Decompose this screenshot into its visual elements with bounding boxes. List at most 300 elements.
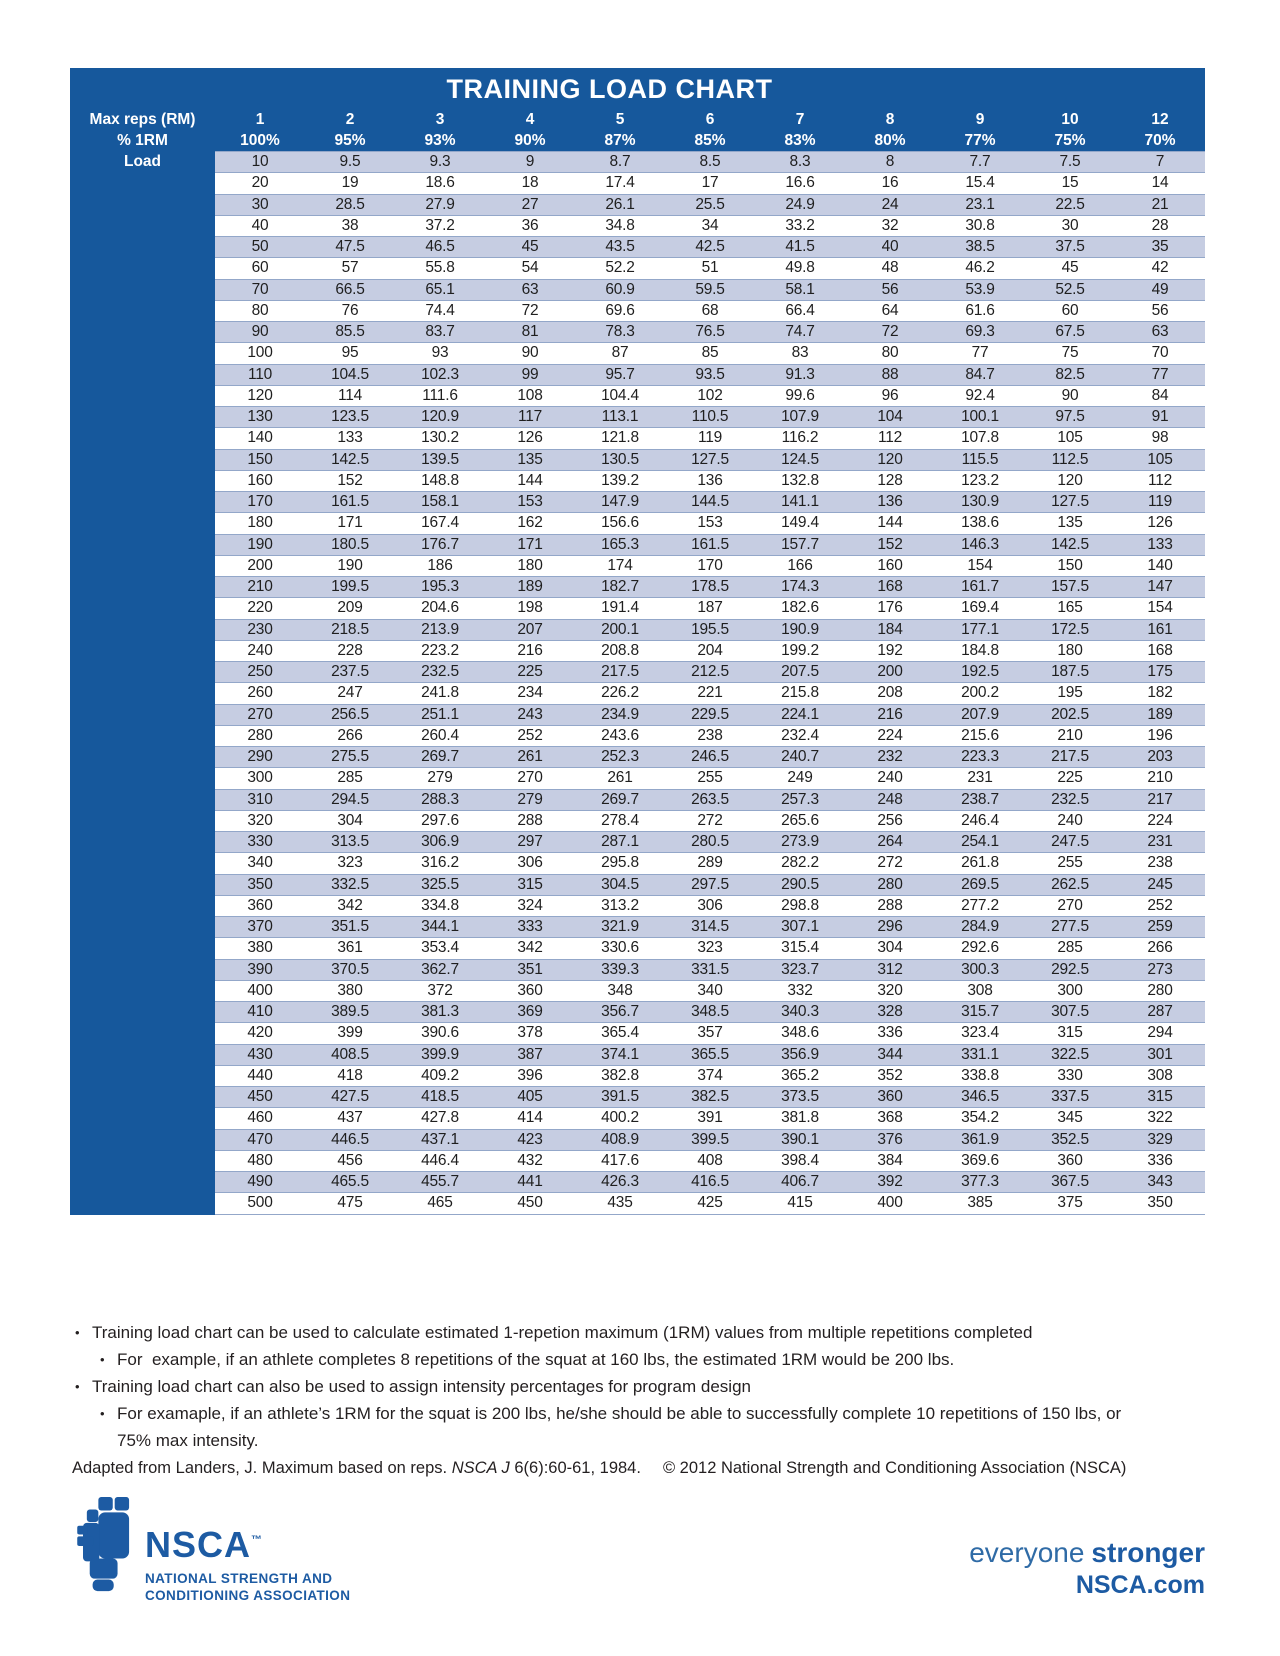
value-cell: 66.4 [785,301,815,319]
load-cell: 270 [247,705,273,723]
value-cell: 16.6 [785,174,815,192]
value-cell: 9.5 [339,153,361,170]
value-cell: 304 [877,939,903,957]
value-cell: 212.5 [691,663,729,680]
value-cell: 171 [517,535,543,553]
value-cell: 285 [1057,939,1083,957]
value-cell: 46.2 [965,259,995,277]
value-cell: 323.4 [961,1024,999,1042]
value-cell: 315.4 [781,939,819,957]
value-cell: 42.5 [695,238,725,255]
load-cell: 20 [251,174,269,192]
value-cell: 176 [877,599,903,617]
load-cell: 380 [247,939,273,957]
value-cell: 255 [697,769,723,787]
value-cell: 154 [967,556,993,574]
value-cell: 182.6 [781,599,819,617]
value-cell: 64 [881,301,899,319]
nsca-logo-mark [76,1497,138,1593]
value-cell: 256.5 [331,705,369,723]
value-cell: 153 [697,514,723,532]
rep-count-header: 2 [345,111,355,128]
value-cell: 144 [517,471,543,489]
value-cell: 38.5 [965,238,995,255]
value-cell: 81 [521,323,539,340]
load-cell: 410 [247,1003,273,1020]
value-cell: 83.7 [425,323,455,340]
load-cell: 80 [251,301,269,319]
value-cell: 85 [701,344,719,362]
value-cell: 102.3 [421,365,459,383]
value-cell: 259 [1147,918,1173,935]
value-cell: 288 [517,811,543,829]
value-cell: 352 [877,1066,903,1084]
value-cell: 144 [877,514,903,532]
value-cell: 369 [517,1003,543,1020]
load-table-body [215,151,1205,1215]
rep-count-header: 1 [255,111,265,128]
value-cell: 360 [1057,1151,1083,1169]
value-cell: 362.7 [421,960,459,978]
value-cell: 195.5 [691,620,729,638]
value-cell: 162 [517,514,543,532]
value-cell: 172.5 [1051,620,1089,638]
value-cell: 95.7 [605,365,635,383]
table-row [215,1086,1205,1107]
value-cell: 104.4 [601,386,639,404]
load-cell: 150 [247,450,273,468]
load-cell: 430 [247,1045,273,1063]
value-cell: 437 [337,1109,363,1127]
value-cell: 275.5 [331,748,369,765]
value-cell: 174 [607,556,633,574]
load-cell: 370 [247,918,273,935]
table-row [215,640,1205,661]
table-row [215,1044,1205,1065]
value-cell: 405 [517,1088,543,1105]
load-cell: 310 [247,790,273,808]
value-cell: 25.5 [695,195,725,213]
value-cell: 224.1 [781,705,819,723]
value-cell: 353.4 [421,939,459,957]
value-cell: 147.9 [601,493,639,510]
table-row [215,1001,1205,1022]
value-cell: 315 [517,875,543,893]
value-cell: 90 [521,344,539,362]
pct-header: 75% [1054,132,1086,149]
load-cell: 230 [247,620,273,638]
reps-header-row [215,109,1205,130]
value-cell: 297 [517,833,543,850]
bullet-icon: • [75,1325,80,1340]
load-cell: 10 [251,153,269,170]
note-item [72,1323,1192,1343]
load-cell: 420 [247,1024,273,1042]
value-cell: 199.2 [781,641,819,659]
value-cell: 180 [1057,641,1083,659]
value-cell: 256 [877,811,903,829]
value-cell: 265.6 [781,811,819,829]
brand-name: NSCA [145,1524,252,1565]
credit-text: 6(6):60-61, 1984. [509,1459,641,1477]
copyright-text: © 2012 National Strength and Conditioning Association (NSCA) [662,1459,1127,1477]
value-cell: 9.3 [429,153,451,170]
table-row [215,194,1205,215]
value-cell: 138.6 [961,514,999,532]
value-cell: 367.5 [1051,1173,1089,1190]
value-cell: 260.4 [421,726,459,744]
value-cell: 344 [877,1045,903,1063]
value-cell: 345 [1057,1109,1083,1127]
value-cell: 456 [337,1151,363,1169]
value-cell: 74.7 [785,323,815,340]
value-cell: 313.2 [601,896,639,914]
value-cell: 325.5 [421,875,459,893]
pct-1rm-label: % 1RM [117,132,168,149]
value-cell: 8.5 [699,153,721,170]
trademark-symbol: ™ [251,1534,263,1546]
value-cell: 161.7 [961,578,999,595]
value-cell: 53.9 [965,280,995,298]
value-cell: 168 [877,578,903,595]
value-cell: 141.1 [781,493,819,510]
value-cell: 24.9 [785,195,815,213]
value-cell: 207 [517,620,543,638]
table-row [215,682,1205,703]
value-cell: 196 [1147,726,1173,744]
value-cell: 238 [697,726,723,744]
value-cell: 252 [1147,896,1173,914]
value-cell: 280.5 [691,833,729,850]
value-cell: 152 [337,471,363,489]
note-continuation: 75% max intensity. [117,1431,259,1450]
value-cell: 387 [517,1045,543,1063]
value-cell: 152 [877,535,903,553]
table-row [215,1107,1205,1128]
pct-header: 95% [334,132,366,149]
value-cell: 9 [525,153,535,170]
value-cell: 251.1 [421,705,459,723]
value-cell: 441 [517,1173,543,1190]
load-cell: 280 [247,726,273,744]
load-cell: 500 [247,1194,273,1212]
value-cell: 261 [607,769,633,787]
value-cell: 324 [517,896,543,914]
value-cell: 65.1 [425,280,455,298]
value-cell: 210 [1147,769,1173,787]
value-cell: 234 [517,684,543,702]
note-subitem [100,1350,1192,1370]
value-cell: 243.6 [601,726,639,744]
value-cell: 195 [1057,684,1083,702]
value-cell: 289 [697,854,723,872]
value-cell: 112.5 [1051,450,1089,468]
value-cell: 340.3 [781,1003,819,1020]
value-cell: 70 [1151,344,1169,362]
value-cell: 270 [517,769,543,787]
value-cell: 288 [877,896,903,914]
value-cell: 34 [701,216,719,234]
value-cell: 180 [517,556,543,574]
table-row [215,427,1205,448]
value-cell: 8 [885,153,895,170]
value-cell: 228 [337,641,363,659]
value-cell: 142.5 [331,450,369,468]
value-cell: 198 [517,599,543,617]
bullet-icon: • [100,1352,105,1367]
value-cell: 232.4 [781,726,819,744]
value-cell: 33.2 [785,216,815,234]
value-cell: 344.1 [421,918,459,935]
load-cell: 180 [247,514,273,532]
value-cell: 119 [1147,493,1173,510]
value-cell: 7.7 [969,153,991,170]
table-row [215,746,1205,767]
value-cell: 279 [517,790,543,808]
value-cell: 300.3 [961,960,999,978]
value-cell: 27 [521,195,539,213]
value-cell: 91.3 [785,365,815,383]
value-cell: 130.2 [421,429,459,447]
value-cell: 296 [877,918,903,935]
table-row [215,959,1205,980]
pct-header: 87% [604,132,636,149]
value-cell: 17.4 [605,174,635,192]
value-cell: 316.2 [421,854,459,872]
table-row [215,704,1205,725]
value-cell: 351.5 [331,918,369,935]
value-cell: 26.1 [605,195,635,213]
value-cell: 352.5 [1051,1130,1089,1148]
value-cell: 76.5 [695,323,725,340]
credit-line [72,1458,1192,1478]
value-cell: 455.7 [421,1173,459,1190]
value-cell: 298.8 [781,896,819,914]
value-cell: 287 [1147,1003,1173,1020]
value-cell: 406.7 [781,1173,819,1190]
load-cell: 300 [247,769,273,787]
value-cell: 190.9 [781,620,819,638]
value-cell: 217.5 [601,663,639,680]
rep-count-header: 9 [975,111,985,128]
value-cell: 46.5 [425,238,455,255]
value-cell: 234.9 [601,705,639,723]
value-cell: 339.3 [601,960,639,978]
value-cell: 199.5 [331,578,369,595]
value-cell: 261.8 [961,854,999,872]
value-cell: 269.7 [421,748,459,765]
note-subitem [100,1404,1192,1424]
value-cell: 22.5 [1055,195,1085,213]
value-cell: 331.1 [961,1045,999,1063]
bullet-icon: • [100,1406,105,1421]
load-cell: 400 [247,981,273,999]
value-cell: 249 [787,769,813,787]
value-cell: 84.7 [965,365,995,383]
value-cell: 58.1 [785,280,815,298]
value-cell: 37.5 [1055,238,1085,255]
value-cell: 282.2 [781,854,819,872]
value-cell: 150 [1057,556,1083,574]
value-cell: 97.5 [1055,408,1085,425]
value-cell: 365.4 [601,1024,639,1042]
value-cell: 76 [341,301,359,319]
value-cell: 315 [1057,1024,1083,1042]
table-row [215,512,1205,533]
load-cell: 450 [247,1088,273,1105]
table-row [215,767,1205,788]
value-cell: 266 [1147,939,1173,957]
value-cell: 126 [1147,514,1173,532]
value-cell: 99.6 [785,386,815,404]
table-row [215,321,1205,342]
load-cell: 210 [247,578,273,595]
value-cell: 304 [337,811,363,829]
value-cell: 43.5 [605,238,635,255]
table-row [215,279,1205,300]
value-cell: 87 [611,344,629,362]
value-cell: 104 [877,408,903,425]
value-cell: 240 [877,769,903,787]
value-cell: 223.2 [421,641,459,659]
value-cell: 55.8 [425,259,455,277]
value-cell: 48 [881,259,899,277]
value-cell: 221 [697,684,723,702]
rep-count-header: 3 [435,111,445,128]
value-cell: 247.5 [1051,833,1089,850]
notes [72,1323,1192,1478]
value-cell: 301 [1147,1045,1173,1063]
value-cell: 261 [517,748,543,765]
value-cell: 213.9 [421,620,459,638]
value-cell: 93.5 [695,365,725,383]
value-cell: 113.1 [601,408,639,425]
value-cell: 446.5 [331,1130,369,1148]
table-row [215,406,1205,427]
value-cell: 333 [517,918,543,935]
value-cell: 231 [1147,833,1173,850]
value-cell: 176.7 [421,535,459,553]
value-cell: 24 [881,195,899,213]
value-cell: 202.5 [1051,705,1089,723]
value-cell: 17 [701,174,719,192]
value-cell: 313.5 [331,833,369,850]
value-cell: 192 [877,641,903,659]
value-cell: 399 [337,1024,363,1042]
table-row [215,1171,1205,1192]
value-cell: 207.5 [781,663,819,680]
value-cell: 153 [517,493,543,510]
value-cell: 323.7 [781,960,819,978]
table-row [215,895,1205,916]
value-cell: 408 [697,1151,723,1169]
value-cell: 8.3 [789,153,811,170]
table-row [215,874,1205,895]
value-cell: 158.1 [421,493,459,510]
value-cell: 254.1 [961,833,999,850]
value-cell: 437.1 [421,1130,459,1148]
value-cell: 107.8 [961,429,999,447]
value-cell: 34.8 [605,216,635,234]
value-cell: 398.4 [781,1151,819,1169]
value-cell: 169.4 [961,599,999,617]
value-cell: 184.8 [961,641,999,659]
credit-text: Adapted from Landers, J. Maximum based on reps. [72,1459,452,1477]
value-cell: 60 [1061,301,1079,319]
value-cell: 217 [1147,790,1173,808]
value-cell: 61.6 [965,301,995,319]
value-cell: 190 [337,556,363,574]
value-cell: 323 [337,854,363,872]
value-cell: 300 [1057,981,1083,999]
value-cell: 374 [697,1066,723,1084]
table-row [215,172,1205,193]
value-cell: 208 [877,684,903,702]
value-cell: 15 [1061,174,1079,192]
value-cell: 465.5 [331,1173,369,1190]
load-cell: 470 [247,1130,273,1148]
value-cell: 135 [517,450,543,468]
value-cell: 63 [1151,323,1169,340]
value-cell: 277.2 [961,896,999,914]
value-cell: 232.5 [421,663,459,680]
value-cell: 52.2 [605,259,635,277]
value-cell: 348.5 [691,1003,729,1020]
value-cell: 165 [1057,599,1083,617]
value-cell: 60.9 [605,280,635,298]
value-cell: 323 [697,939,723,957]
value-cell: 160 [877,556,903,574]
value-cell: 210 [1057,726,1083,744]
value-cell: 139.2 [601,471,639,489]
value-cell: 408.5 [331,1045,369,1063]
value-cell: 208.8 [601,641,639,659]
load-cell: 490 [247,1173,273,1190]
value-cell: 389.5 [331,1003,369,1020]
value-cell: 154 [1147,599,1173,617]
value-cell: 96 [881,386,899,404]
value-cell: 189 [517,578,543,595]
value-cell: 80 [881,344,899,362]
value-cell: 200.1 [601,620,639,638]
value-cell: 415 [787,1194,813,1212]
value-cell: 84 [1151,386,1169,404]
value-cell: 328 [877,1003,903,1020]
value-cell: 370.5 [331,960,369,978]
value-cell: 165.3 [601,535,639,553]
value-cell: 140 [1147,556,1173,574]
value-cell: 78.3 [605,323,635,340]
value-cell: 51 [701,259,719,277]
value-cell: 27.9 [425,195,455,213]
value-cell: 270 [1057,896,1083,914]
load-cell: 50 [251,238,269,255]
value-cell: 146.3 [961,535,999,553]
load-cell: 320 [247,811,273,829]
value-cell: 105 [1147,450,1173,468]
value-cell: 166 [787,556,813,574]
value-cell: 177.1 [961,620,999,638]
value-cell: 148.8 [421,471,459,489]
value-cell: 408.9 [601,1130,639,1148]
value-cell: 16 [881,174,899,192]
value-cell: 475 [337,1194,363,1212]
value-cell: 186 [427,556,453,574]
value-cell: 42 [1151,259,1169,277]
table-row [215,576,1205,597]
table-row [215,852,1205,873]
pct-header: 85% [694,132,726,149]
